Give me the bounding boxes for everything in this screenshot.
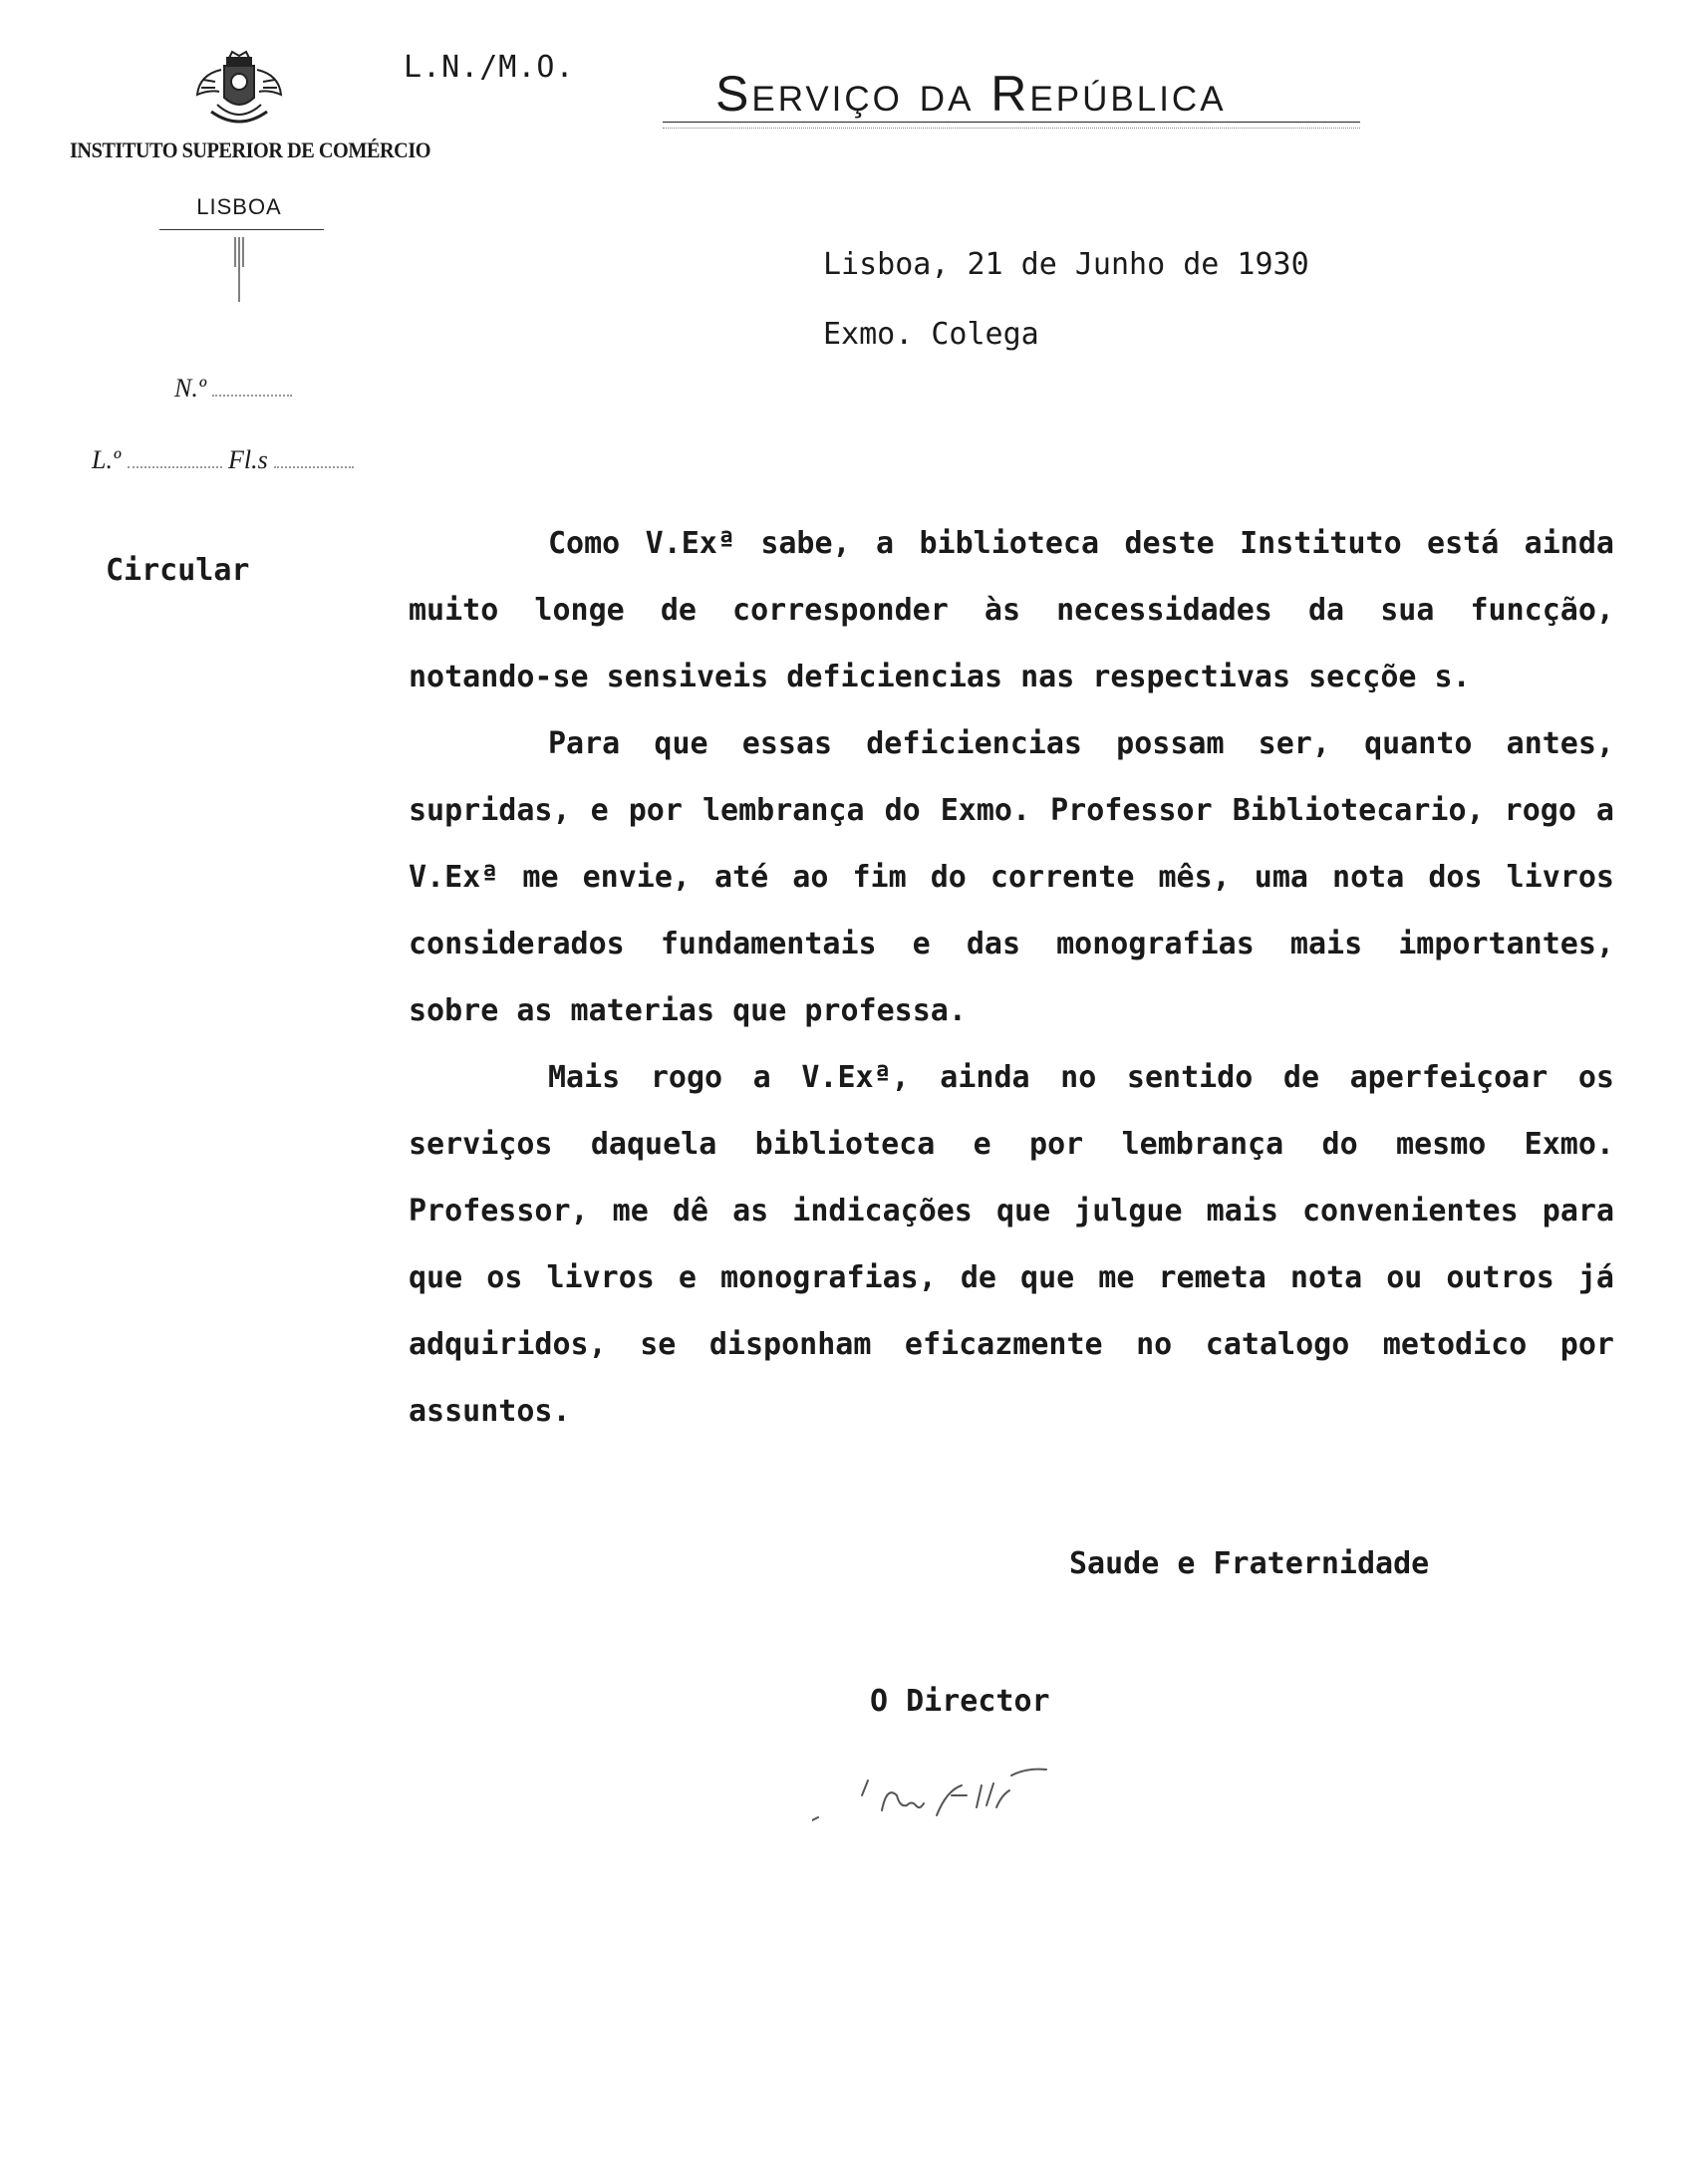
register-number-blank — [212, 389, 292, 397]
header-rule — [663, 122, 1360, 123]
institute-name: INSTITUTO SUPERIOR DE COMÉRCIO — [70, 137, 431, 162]
register-number-field — [174, 374, 292, 404]
signatory-title: O Director — [870, 1684, 1050, 1719]
header-title: Serviço da República — [715, 66, 1227, 122]
register-book-field — [92, 445, 354, 475]
letter-body — [409, 510, 1614, 1445]
filing-marks — [227, 237, 251, 302]
letter-salutation: Exmo. Colega — [823, 317, 1039, 352]
register-number-label: N.º — [174, 374, 206, 403]
paragraph-3: Mais rogo a V.Exª, ainda no sentido de aperfeiçoar os serviços daquela biblioteca e por lembrança do mesmo Exmo. Professor, me dê as indicações que julgue mais convenientes para que os livros e monografias, de que me remeta nota ou outros já adquiridos, se disponham eficazmente no catalogo metodico por assuntos. — [409, 1060, 1614, 1429]
paragraph-1: Como V.Exª sabe, a biblioteca deste Instituto está ainda muito longe de corresponder às necessidades da sua funcção, notando-se sensiveis deficiencias nas respectivas secçõe s. — [409, 526, 1614, 694]
coat-of-arms-icon — [189, 50, 289, 135]
register-folio-label: Fl.s — [228, 445, 268, 474]
register-folio-blank — [274, 460, 354, 468]
register-book-blank — [128, 460, 222, 468]
register-book-label: L.º — [92, 445, 122, 474]
circular-label: Circular — [106, 553, 250, 588]
reference-code: L.N./M.O. — [404, 50, 575, 85]
paragraph-2: Para que essas deficiencias possam ser, quanto antes, supridas, e por lembrança do Exmo. Professor Bibliotecario, rogo a V.Exª me envie, até ao fim do corrente mês, uma nota dos livros considerados fundamentais e das monografias mais importantes, sobre as materias que professa. — [409, 726, 1614, 1028]
handwritten-signature — [812, 1756, 1171, 1835]
letterhead-city: LISBOA — [196, 194, 282, 219]
letter-date: Lisboa, 21 de Junho de 1930 — [823, 247, 1309, 282]
header-rule-dotted — [663, 128, 1360, 129]
letter-closing: Saude e Fraternidade — [1069, 1546, 1430, 1581]
letterhead-divider — [159, 229, 324, 230]
